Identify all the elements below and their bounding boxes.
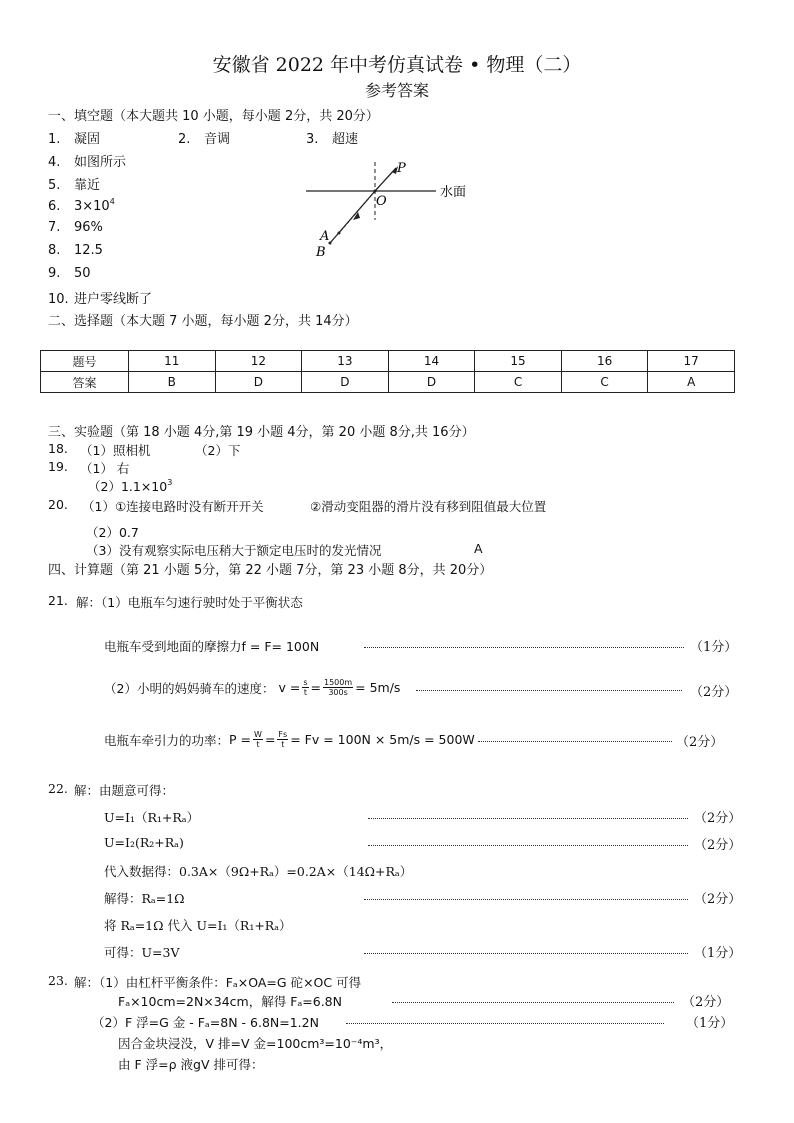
answer-text: 96% (74, 220, 103, 235)
q22-line6: 可得：U=3V (104, 945, 180, 960)
page-title: 安徽省 2022 年中考仿真试卷 • 物理（二） (212, 54, 582, 76)
answer-text: 靠近 (74, 178, 101, 193)
fraction-numerator: W (254, 730, 262, 739)
dotted-leader (364, 899, 688, 900)
q21-line2: （2）小明的妈妈骑车的速度： v = $\frac{s}{t}$ = $\frac{1500m}{300s}$ = 5m/s (104, 678, 401, 697)
dotted-leader (368, 818, 688, 819)
q21-score3: （2分） (676, 735, 724, 750)
answer-8 (48, 243, 103, 258)
q21-line3-result: = Fv = 100N × 5m/s = 500W (290, 732, 475, 747)
q22-intro: 解：由题意可得： (74, 783, 175, 798)
answer-3 (306, 128, 358, 147)
page-subtitle: 参考答案 (364, 81, 429, 100)
q18-part1: （1）照相机 (80, 443, 151, 458)
answer-text: 50 (74, 266, 91, 281)
q20-part3: （3）没有观察实际电压稍大于额定电压时的发光情况 (86, 543, 382, 558)
q19-number: 19. (48, 459, 68, 474)
table-cell: D (215, 372, 302, 393)
table-cell: 13 (302, 351, 389, 372)
q21-line2-prefix: （2）小明的妈妈骑车的速度： (104, 680, 275, 696)
answer-5 (48, 174, 100, 193)
q22-line1: U=I₁（R₁+Rₐ） (104, 810, 200, 825)
q20-part1b: ②滑动变阻器的滑片没有移到阻值最大位置 (310, 499, 547, 514)
q23-line1: 解：（1）由杠杆平衡条件：Fₐ×OA=G 砣×OC 可得 (74, 975, 362, 990)
table-cell: 16 (561, 351, 648, 372)
answer-number: 3. (306, 132, 319, 147)
q23-line5: 由 F 浮=ρ 液gV 排可得： (118, 1057, 264, 1072)
fraction-denominator: t (256, 740, 260, 749)
q22-line5: 将 Rₐ=1Ω 代入 U=I₁（R₁+Rₐ） (104, 918, 292, 933)
q22-number: 22. (48, 781, 68, 796)
label-a: A (320, 229, 330, 244)
q23-score2: （2分） (682, 995, 730, 1010)
table-cell: D (302, 372, 389, 393)
q18-part2: （2）下 (195, 443, 241, 458)
dotted-leader (364, 647, 684, 648)
fraction-denominator: t (281, 740, 285, 749)
table-cell: B (129, 372, 216, 393)
q23-line3: （2）F 浮=G 金 - Fₐ=8N - 6.8N=1.2N (92, 1015, 319, 1030)
label-b: B (316, 245, 326, 260)
fraction-numerator: 1500m (323, 678, 353, 687)
answer-text: 3×10 (74, 199, 110, 214)
label-water-surface: 水面 (440, 185, 467, 200)
q21-line2-v: v = (278, 680, 301, 695)
answer-2 (178, 128, 230, 147)
answer-number: 5. (48, 178, 61, 193)
fraction-denominator: t (303, 688, 307, 697)
answer-number: 1. (48, 132, 61, 147)
table-row (41, 372, 735, 393)
q19-part2-text: （2）1.1×10 (88, 479, 168, 494)
fraction-denominator: 300s (328, 688, 348, 697)
dotted-leader (416, 690, 682, 691)
dotted-leader (392, 1002, 674, 1003)
answer-text: 超速 (332, 132, 359, 147)
fraction-numerator: s (303, 678, 308, 687)
q21-line3-p: P = (229, 732, 252, 747)
fraction-s-over-t (302, 678, 308, 697)
answer-text: 凝固 (74, 132, 101, 147)
q19-part1: （1） 右 (80, 461, 130, 476)
q23-line4: 因合金块浸没，V 排=V 金=100cm³=10⁻⁴m³， (118, 1036, 393, 1051)
table-cell: 11 (129, 351, 216, 372)
answer-1 (48, 128, 100, 147)
table-header-cell: 题号 (41, 351, 129, 372)
answer-number: 8. (48, 243, 61, 258)
section4-heading: 四、计算题（第 21 小题 5分，第 22 小题 7分，第 23 小题 8分，共 20分） (48, 563, 493, 578)
fraction-numerator: Fs (278, 730, 288, 739)
answer-number: 2. (178, 132, 191, 147)
q23-score3: （1分） (686, 1016, 734, 1031)
answer-4 (48, 151, 126, 170)
q19-part2 (88, 477, 172, 495)
answer-text: 如图所示 (74, 155, 127, 170)
q22-line2: U=I₂(R₂+Rₐ) (104, 835, 184, 850)
table-cell: A (648, 372, 735, 393)
q21-score1: （1分） (690, 640, 738, 655)
q21-line1: 电瓶车受到地面的摩擦力f = F= 100N (104, 639, 320, 654)
fraction-values (323, 678, 353, 697)
fraction-fs-over-t (277, 730, 288, 749)
table-cell: 15 (475, 351, 562, 372)
table-cell: 12 (215, 351, 302, 372)
q18-number: 18. (48, 441, 68, 456)
q22-score2: （2分） (694, 838, 742, 853)
q22-score6: （1分） (694, 946, 742, 961)
q21-line3: 电瓶车牵引力的功率： P = $\frac{W}{t}$ = $\frac{Fs}{t}$ = Fv = 100N × 5m/s = 500W (104, 730, 475, 749)
answer-number: 4. (48, 155, 61, 170)
q21-intro: 解：（1）电瓶车匀速行驶时处于平衡状态 (76, 595, 303, 610)
q20-part2: （2）0.7 (86, 525, 139, 540)
answer-text: 音调 (204, 132, 231, 147)
fraction-w-over-t (253, 730, 263, 749)
answer-superscript: 4 (109, 197, 115, 206)
q20-part3-answer: A (474, 541, 483, 556)
answer-7 (48, 220, 103, 235)
answer-number: 6. (48, 199, 61, 214)
q23-number: 23. (48, 973, 68, 988)
choice-answer-table (40, 350, 735, 393)
dotted-leader (346, 1023, 664, 1024)
dotted-leader (364, 953, 688, 954)
label-p: P (397, 161, 406, 176)
q20-number: 20. (48, 497, 68, 512)
table-cell: C (475, 372, 562, 393)
answer-9 (48, 266, 91, 281)
point-a-dot (338, 232, 341, 235)
q19-part2-sup: 3 (167, 478, 173, 487)
answer-number: 7. (48, 220, 61, 235)
table-row (41, 351, 735, 372)
table-cell: 14 (388, 351, 475, 372)
q21-line3-prefix: 电瓶车牵引力的功率： (104, 732, 230, 748)
label-o: O (376, 194, 387, 209)
q21-number: 21. (48, 593, 68, 608)
answer-number: 9. (48, 266, 61, 281)
answer-text: 进户零线断了 (74, 292, 153, 307)
section3-heading: 三、实验题（第 18 小题 4分,第 19 小题 4分，第 20 小题 8分,共 16分） (48, 425, 475, 440)
section1-heading: 一、填空题（本大题共 10 小题，每小题 2分，共 20分） (48, 109, 379, 124)
q21-line2-result: = 5m/s (355, 680, 401, 695)
q22-score4: （2分） (694, 892, 742, 907)
dotted-leader (368, 845, 688, 846)
q23-line2: Fₐ×10cm=2N×34cm，解得 Fₐ=6.8N (118, 994, 342, 1009)
point-o-dot (374, 190, 377, 193)
answer-number: 10. (48, 292, 69, 307)
table-cell: D (388, 372, 475, 393)
table-cell: 17 (648, 351, 735, 372)
table-cell: C (561, 372, 648, 393)
dotted-leader (478, 741, 672, 742)
refraction-diagram (300, 160, 480, 260)
q22-score1: （2分） (694, 811, 742, 826)
answer-6 (48, 197, 115, 214)
q21-score2: （2分） (690, 685, 738, 700)
q20-part1a: （1）①连接电路时没有断开开关 (82, 499, 264, 514)
q22-line3: 代入数据得：0.3A×（9Ω+Rₐ）=0.2A×（14Ω+Rₐ） (104, 864, 413, 879)
answer-10 (48, 288, 152, 307)
section2-heading: 二、选择题（本大题 7 小题，每小题 2分，共 14分） (48, 314, 358, 329)
answer-text: 12.5 (74, 243, 103, 258)
table-header-cell: 答案 (41, 372, 129, 393)
q22-line4: 解得：Rₐ=1Ω (104, 891, 185, 906)
